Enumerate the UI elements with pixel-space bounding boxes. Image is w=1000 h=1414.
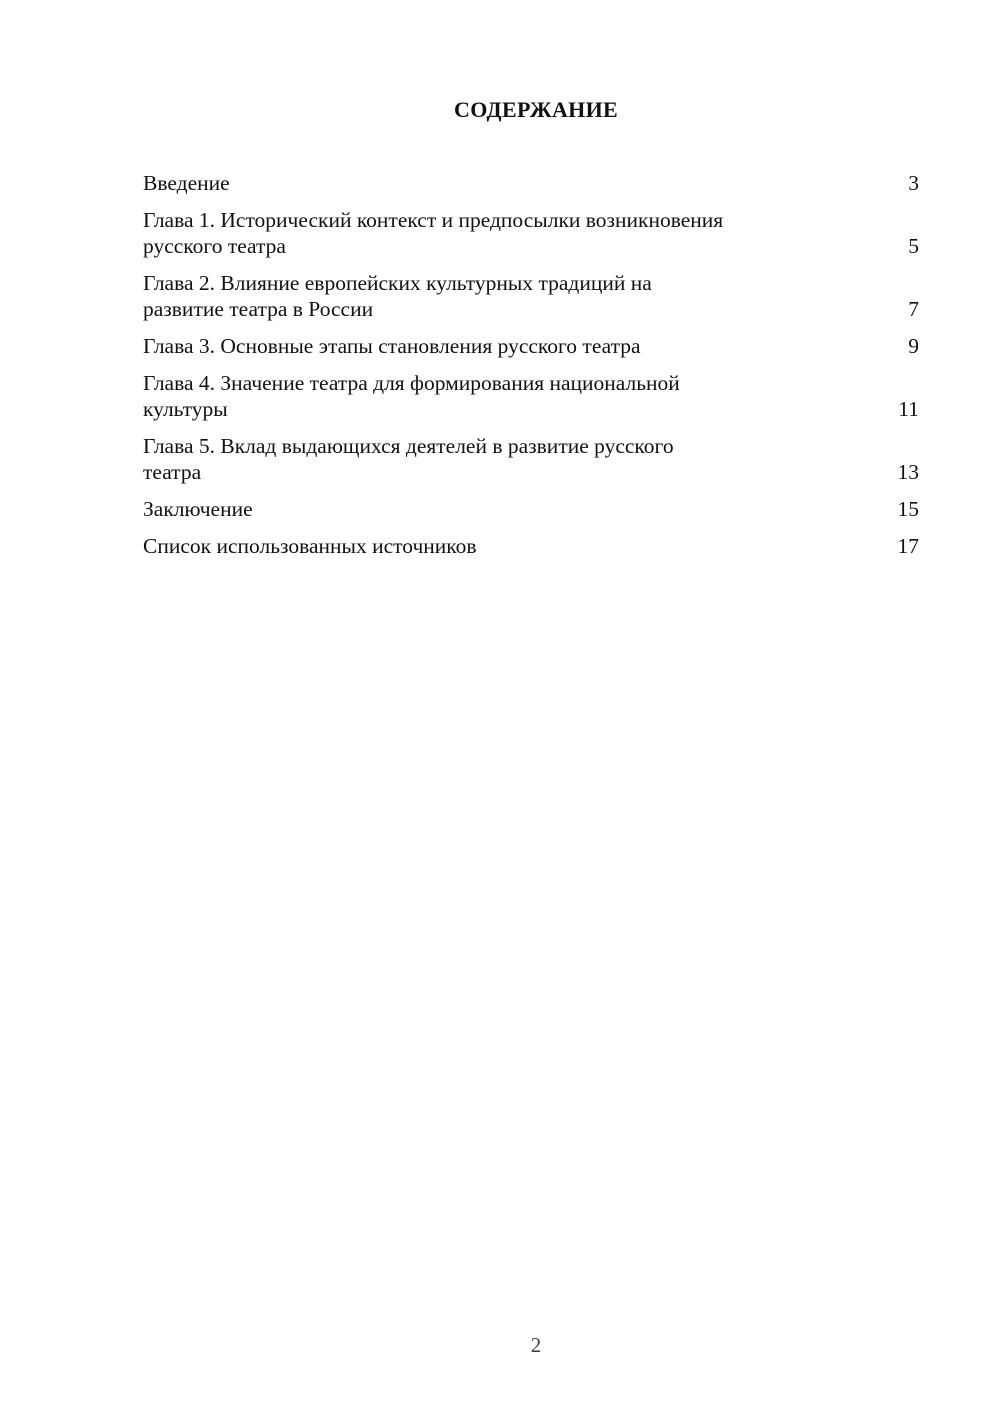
toc-entry-label (143, 270, 843, 322)
toc-entry-label (143, 170, 843, 196)
toc-entry-label-line: Глава 5. Вклад выдающихся деятелей в развитие русского (143, 434, 674, 458)
toc-entry-page: 17 (897, 534, 919, 558)
page-number: 2 (530, 1333, 542, 1357)
toc-entry-page: 15 (897, 497, 919, 521)
toc-entry-label (143, 433, 843, 485)
toc-entry-label-line: культуры (143, 397, 228, 421)
toc-entry-label-line: развитие театра в России (143, 297, 374, 321)
toc-entry-label-line: Список использованных источников (143, 534, 477, 558)
toc-entry-page: 7 (908, 297, 919, 321)
toc-entry-label-line: Заключение (143, 497, 253, 521)
toc-entry-label (143, 333, 843, 359)
toc-entry-page: 11 (898, 397, 919, 421)
toc-entry-label (143, 496, 843, 522)
toc-entry-label-line: театра (143, 460, 202, 484)
toc-entry-chapter-3[interactable] (143, 333, 919, 359)
toc-entry-references[interactable] (143, 533, 919, 559)
toc-entry-label-line: Глава 2. Влияние европейских культурных традиций на (143, 271, 652, 295)
toc-entry-chapter-5[interactable] (143, 433, 919, 485)
toc-entry-label-line: Глава 1. Исторический контекст и предпосылки возникновения (143, 208, 724, 232)
toc-entry-conclusion[interactable] (143, 496, 919, 522)
toc-entry-chapter-2[interactable] (143, 270, 919, 322)
toc-entry-label (143, 370, 843, 422)
toc-entry-chapter-1[interactable] (143, 207, 919, 259)
toc-entry-label-line: Введение (143, 171, 230, 195)
toc-title: СОДЕРЖАНИЕ (454, 97, 618, 122)
toc-entry-label (143, 533, 843, 559)
toc-entry-page: 13 (897, 460, 919, 484)
toc-entry-introduction[interactable] (143, 170, 919, 196)
toc-list (143, 170, 919, 570)
toc-entry-page: 5 (908, 234, 919, 258)
toc-entry-page: 3 (908, 171, 919, 195)
toc-entry-page: 9 (908, 334, 919, 358)
toc-entry-label-line: русского театра (143, 234, 286, 258)
toc-entry-label-line: Глава 3. Основные этапы становления русского театра (143, 334, 641, 358)
toc-entry-chapter-4[interactable] (143, 370, 919, 422)
toc-entry-label (143, 207, 843, 259)
toc-entry-label-line: Глава 4. Значение театра для формирования национальной (143, 371, 680, 395)
